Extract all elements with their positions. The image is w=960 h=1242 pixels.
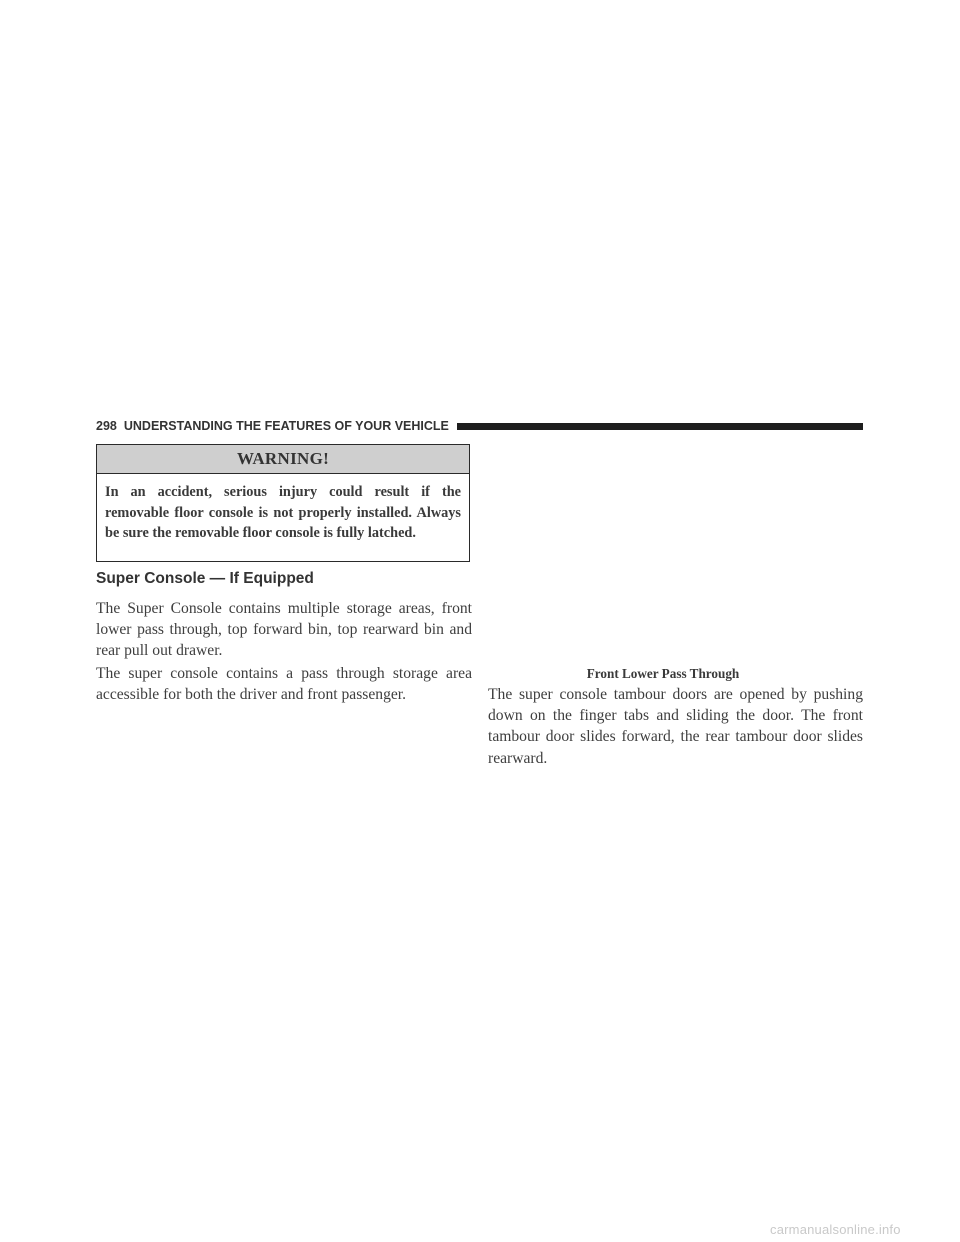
section-heading: Super Console — If Equipped bbox=[96, 570, 314, 587]
warning-heading: WARNING! bbox=[97, 445, 469, 474]
warning-text: In an accident, serious injury could result if the removable floor console is not properly installed. Always be sure the removable floor console is fully latched. bbox=[105, 484, 461, 541]
page-number: 298 bbox=[96, 419, 117, 433]
chapter-title: UNDERSTANDING THE FEATURES OF YOUR VEHICLE bbox=[123, 419, 449, 433]
page-header bbox=[96, 418, 863, 434]
header-rule bbox=[457, 423, 863, 430]
figure-caption: Front Lower Pass Through bbox=[586, 666, 740, 681]
warning-box bbox=[96, 444, 470, 562]
watermark: carmanualsonline.info bbox=[770, 1222, 901, 1237]
body-paragraph: The Super Console contains multiple storage areas, front lower pass through, top forward bin, top rearward bin and rear pull out drawer. bbox=[96, 600, 472, 660]
body-paragraph: The super console contains a pass through storage area accessible for both the driver and front passenger. bbox=[96, 665, 472, 704]
body-paragraph: The super console tambour doors are opened by pushing down on the finger tabs and sliding the door. The front tambour door slides forward, the rear tambour door slides rearward. bbox=[488, 686, 863, 767]
figure-image bbox=[488, 444, 863, 662]
